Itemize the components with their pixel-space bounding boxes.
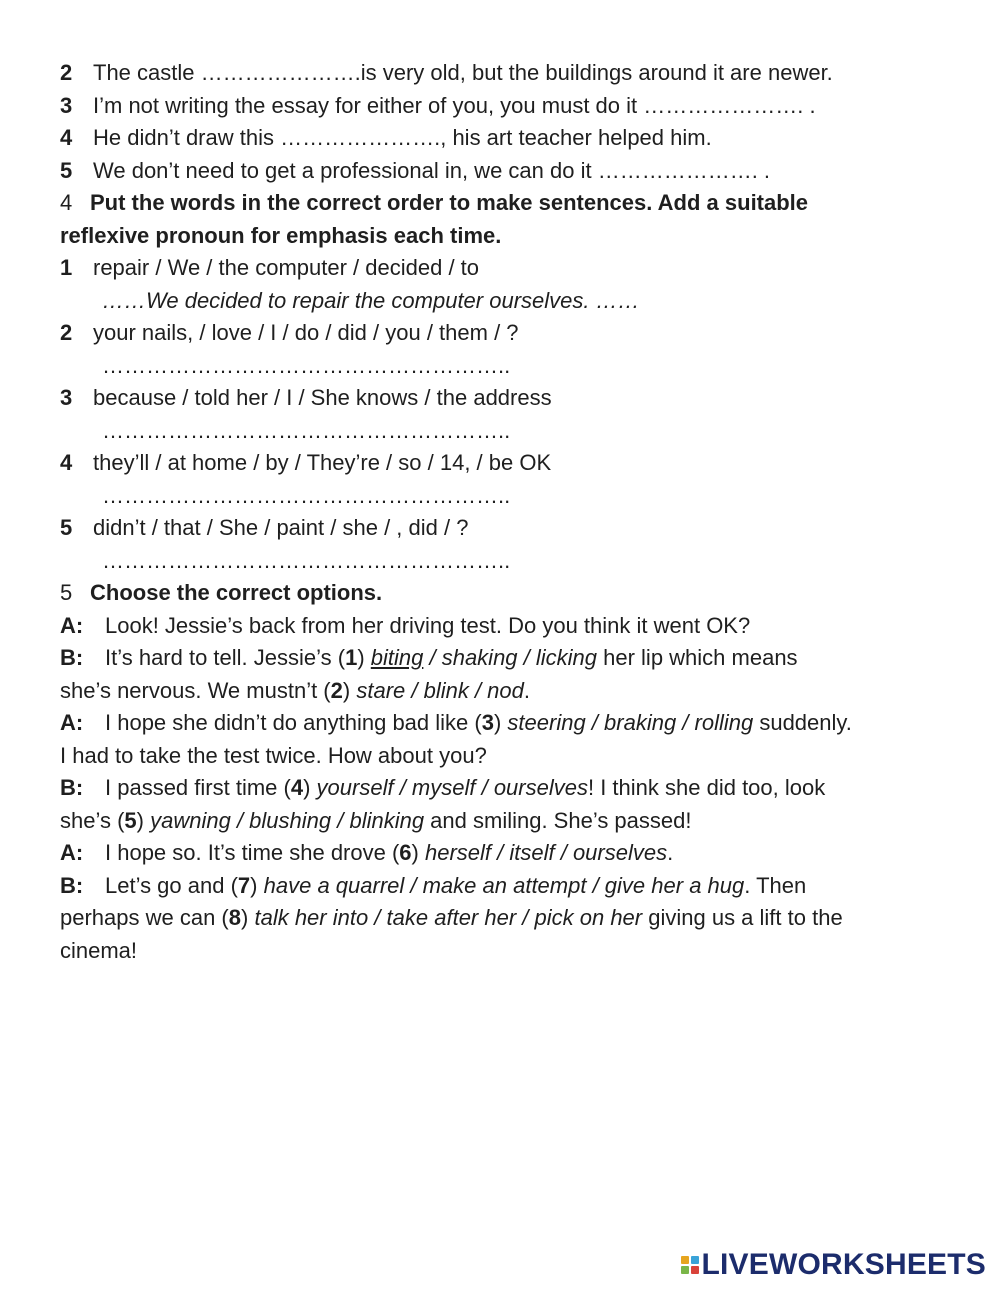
item-prompt: didn’t / that / She / paint / she / , did / ? [93, 515, 469, 540]
logo-squares-icon [681, 1256, 699, 1274]
logo-square [691, 1256, 699, 1264]
gap-number: 7 [237, 872, 251, 898]
options-3[interactable]: steering / braking / rolling [507, 710, 754, 735]
dialogue-text: suddenly. [753, 710, 852, 735]
dialogue-text: and smiling. She’s passed! [424, 807, 692, 833]
item-number: 4 [60, 450, 73, 475]
dialogue-line-b1-cont [60, 675, 960, 708]
dialogue-text: . Then [744, 872, 807, 898]
gap-number: 3 [481, 710, 494, 735]
dialogue-text: I hope so. It’s time she drove ( [105, 840, 400, 865]
item-prompt: your nails, / love / I / do / did / you / them / ? [93, 320, 519, 345]
dialogue-line-a2-cont: I had to take the test twice. How about you? [60, 742, 487, 768]
speaker-label: B: [60, 872, 84, 898]
ex4-item-1 [60, 252, 960, 285]
item-number: 5 [60, 515, 73, 540]
dialogue-line-a3 [60, 837, 960, 870]
item-prompt: repair / We / the computer / decided / to [93, 255, 480, 280]
gap-number: 8 [228, 905, 242, 930]
item-number: 2 [60, 60, 73, 85]
item-number: 4 [60, 125, 73, 150]
dialogue-text: ) [493, 710, 508, 735]
exercise-number: 5 [60, 580, 73, 605]
dialogue-text: . [667, 840, 674, 865]
dialogue-text: she’s nervous. We mustn’t ( [60, 677, 331, 703]
exercise-3-list [60, 57, 960, 187]
dialogue-text: ! I think she did too, look [587, 775, 826, 800]
item-text: I’m not writing the essay for either of you, you must do it [93, 92, 644, 118]
item-text-after: his art teacher helped him. [446, 125, 712, 150]
item-text: We don’t need to get a professional in, we can do it [93, 157, 598, 183]
answer-blank[interactable]: ……………………………………………….. [102, 482, 511, 508]
liveworksheets-logo[interactable] [681, 1248, 987, 1282]
speaker-label: B: [60, 645, 84, 670]
options-6[interactable]: herself / itself / ourselves [425, 840, 668, 865]
exercise-number: 4 [60, 190, 73, 215]
dialogue-text: ) [241, 905, 255, 930]
answer-blank[interactable]: ……………………………………………….. [102, 352, 511, 378]
dialogue-text: Look! Jessie’s back from her driving test. Do you think it went OK? [105, 612, 751, 638]
item-number: 3 [60, 385, 73, 410]
exercise-4-heading [60, 187, 960, 220]
ex3-item-3 [60, 90, 960, 123]
exercise-4 [60, 187, 960, 577]
dialogue-line-a1 [60, 610, 960, 643]
dialogue-text: It’s hard to tell. Jessie’s ( [105, 645, 346, 670]
speaker-label: A: [60, 710, 84, 735]
exercise-instruction: Choose the correct options. [90, 580, 383, 605]
answer-blank[interactable]: …………………. . [597, 157, 771, 183]
answer-blank[interactable]: …………………. [200, 60, 361, 85]
ex4-item-2 [60, 317, 960, 350]
item-prompt: because / told her / I / She knows / the address [93, 385, 552, 410]
answer-blank[interactable]: …………………., [280, 125, 447, 150]
dialogue-text: giving us a lift to the [642, 905, 843, 930]
item-text: The castle [93, 60, 201, 85]
dialogue-text: she’s ( [60, 807, 125, 833]
dialogue-line-b1 [60, 642, 960, 675]
options-1[interactable]: / shaking / licking [423, 645, 598, 670]
selected-option-text[interactable]: biting [370, 645, 424, 670]
item-number: 2 [60, 320, 73, 345]
dialogue-text: . [523, 677, 531, 703]
exercise-5-heading [60, 577, 960, 610]
ex3-item-2 [60, 57, 960, 90]
gap-number: 5 [124, 807, 137, 833]
item-text: He didn’t draw this [93, 125, 281, 150]
speaker-label: B: [60, 775, 84, 800]
dialogue-text: ) [136, 807, 151, 833]
logo-text: LIVEWORKSHEETS [701, 1248, 986, 1281]
options-8[interactable]: talk her into / take after her / pick on her [254, 905, 643, 930]
item-number: 3 [60, 92, 73, 118]
options-7[interactable]: have a quarrel / make an attempt / give her a hug [263, 872, 745, 898]
ex3-item-4 [60, 122, 960, 155]
dialogue-text: ) [411, 840, 425, 865]
gap-number: 1 [345, 645, 358, 670]
dialogue-text: ) [357, 645, 371, 670]
worksheet [60, 57, 960, 967]
dialogue-text: I passed first time ( [105, 775, 291, 800]
dialogue-line-b3-end: cinema! [60, 937, 138, 963]
ex4-item-3 [60, 382, 960, 415]
dialogue-text: ) [250, 872, 264, 898]
gap-number: 4 [290, 775, 304, 800]
exercise-instruction: Put the words in the correct order to make sentences. Add a suitable [90, 190, 809, 215]
answer-blank[interactable]: ……………………………………………….. [102, 547, 511, 573]
logo-square [681, 1256, 689, 1264]
ex4-item-4 [60, 447, 960, 480]
ex4-example-answer: ……We decided to repair the computer ourselves. …… [102, 287, 640, 313]
exercise-5 [60, 577, 960, 967]
logo-square [691, 1266, 699, 1274]
dialogue-text: Let’s go and ( [105, 872, 238, 898]
dialogue-line-b2-cont [60, 805, 960, 838]
dialogue-text: I hope she didn’t do anything bad like ( [105, 710, 482, 735]
dialogue-text: perhaps we can ( [60, 905, 229, 930]
speaker-label: A: [60, 612, 84, 638]
answer-blank[interactable]: …………………. . [643, 92, 816, 118]
options-2[interactable]: stare / blink / nod [356, 677, 524, 703]
logo-square [681, 1266, 689, 1274]
item-number: 5 [60, 157, 73, 183]
dialogue-line-b3-cont [60, 902, 960, 935]
dialogue-text: ) [342, 677, 357, 703]
options-5[interactable]: yawning / blushing / blinking [150, 807, 425, 833]
item-text-after: is very old, but the buildings around it are newer. [360, 60, 833, 85]
option-selected[interactable] [371, 645, 424, 670]
dialogue-line-b2 [60, 772, 960, 805]
answer-blank[interactable]: ……………………………………………….. [102, 417, 511, 443]
dialogue-text: ) [303, 775, 317, 800]
dialogue-line-a2 [60, 707, 960, 740]
exercise-4-heading-cont: reflexive pronoun for emphasis each time. [60, 222, 502, 248]
gap-number: 6 [399, 840, 412, 865]
gap-number: 2 [330, 677, 343, 703]
speaker-label: A: [60, 840, 84, 865]
item-number: 1 [60, 255, 73, 280]
dialogue-text: her lip which means [597, 645, 798, 670]
options-4[interactable]: yourself / myself / ourselves [316, 775, 588, 800]
item-prompt: they’ll / at home / by / They’re / so / 14, / be OK [93, 450, 552, 475]
dialogue-line-b3 [60, 870, 960, 903]
ex4-item-5 [60, 512, 960, 545]
ex3-item-5 [60, 155, 960, 188]
